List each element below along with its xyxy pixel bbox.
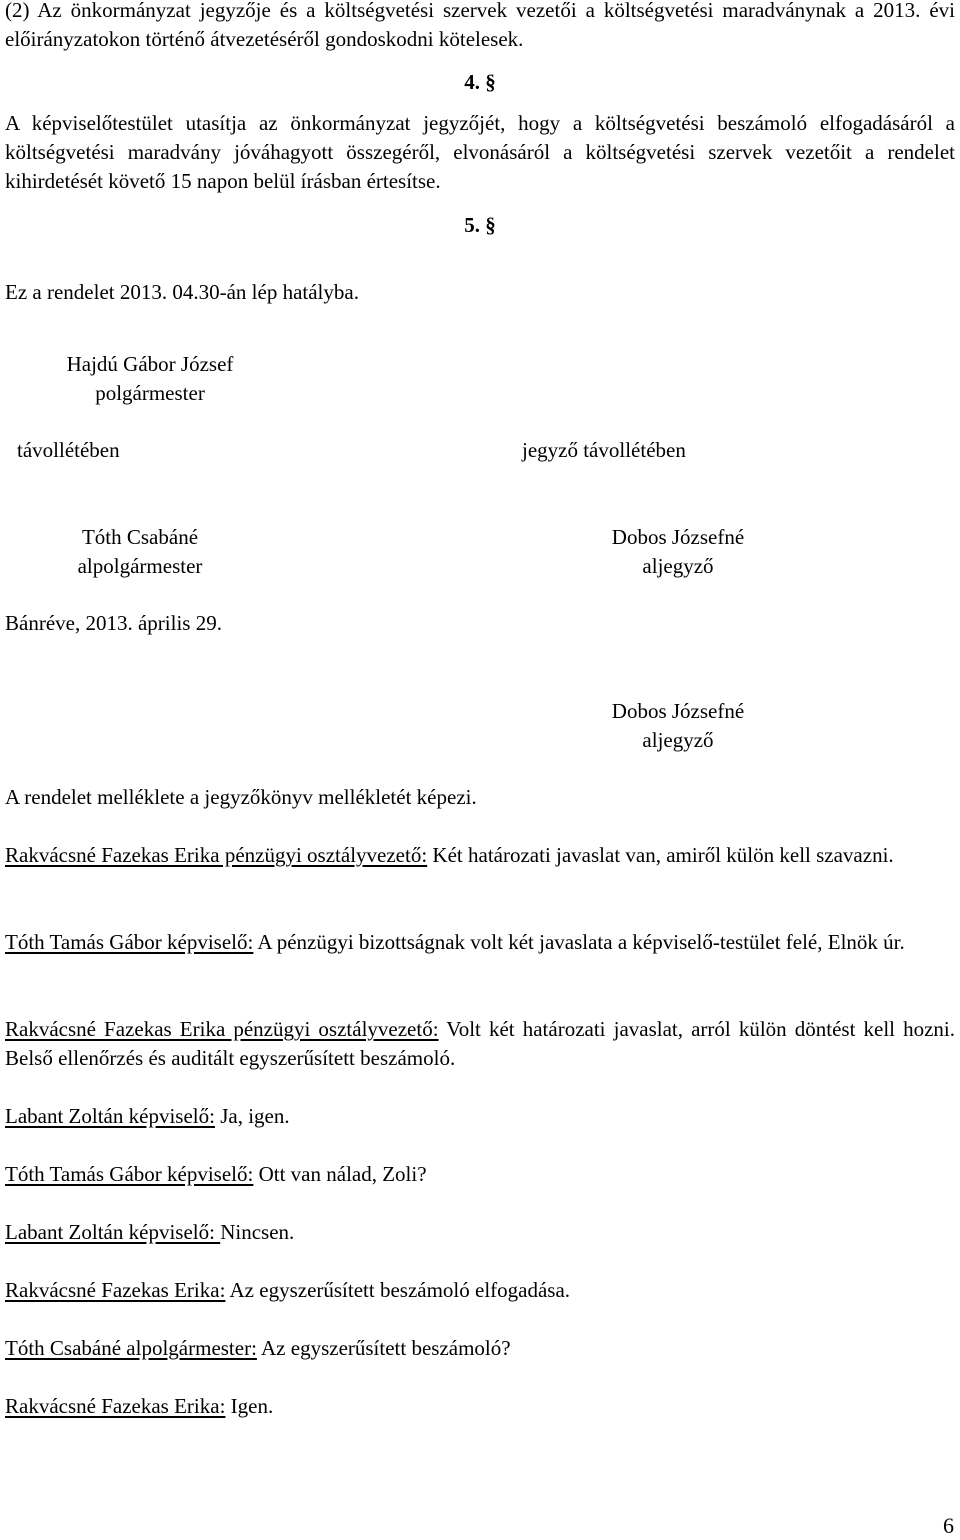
absence-left: távollétében <box>17 438 120 462</box>
speaker-name: Rakvácsné Fazekas Erika pénzügyi osztályvezető: <box>5 1017 439 1041</box>
dialogue-entry <box>5 841 955 870</box>
speaker-name: Tóth Tamás Gábor képviselő: <box>5 930 254 954</box>
place-date: Bánréve, 2013. április 29. <box>5 611 222 635</box>
dialogue-entry <box>5 1218 955 1247</box>
annex-note: A rendelet melléklete a jegyzőkönyv mellékletét képezi. <box>5 785 477 809</box>
deputy-mayor-name: Tóth Csabáné <box>81 525 199 549</box>
section-4-heading: 4. § <box>464 70 496 94</box>
section-5-text: Ez a rendelet 2013. 04.30-án lép hatályba. <box>5 280 359 304</box>
page-number: 6 <box>943 1513 954 1538</box>
dialogue-entry <box>5 1392 955 1421</box>
speech-text: Az egyszerűsített beszámoló elfogadása. <box>225 1278 571 1302</box>
deputy-mayor-title: alpolgármester <box>77 554 203 578</box>
dialogue-entry <box>5 1102 955 1131</box>
section-4-text: A képviselőtestület utasítja az önkormányzat jegyzőjét, hogy a költségvetési beszámoló elfogadásáról a költségvetési maradvány jóváhagyott összegéről, elvonásáról a költségvetési szervek vezetőit a rendelet kihirdetését követő 15 napon belül írásban értesítse. <box>5 111 955 193</box>
speech-text: Volt két határozati javaslat, arról külön döntést kell hozni. Belső ellenőrzés és auditált egyszerűsített beszámoló. <box>5 1017 955 1070</box>
section-5-heading: 5. § <box>464 213 496 237</box>
dialogue-entry <box>5 1015 955 1073</box>
speech-text: Az egyszerűsített beszámoló? <box>256 1336 511 1360</box>
dialogue-entry <box>5 1276 955 1305</box>
speech-text: Nincsen. <box>220 1220 295 1244</box>
mayor-title: polgármester <box>95 381 205 405</box>
paragraph-2: (2) Az önkormányzat jegyzője és a költségvetési szervek vezetői a költségvetési maradványnak a 2013. évi előirányzatokon történő átvezetéséről gondoskodni kötelesek. <box>5 0 955 51</box>
speaker-name: Rakvácsné Fazekas Erika pénzügyi osztályvezető: <box>5 843 428 867</box>
speech-text: Két határozati javaslat van, amiről külön kell szavazni. <box>427 843 894 867</box>
speaker-name: Labant Zoltán képviselő: <box>5 1104 215 1128</box>
speaker-name: Tóth Csabáné alpolgármester: <box>5 1336 257 1360</box>
deputy-notary-title: aljegyző <box>642 554 714 578</box>
second-notary-name: Dobos Józsefné <box>611 699 745 723</box>
speech-text: A pénzügyi bizottságnak volt két javaslata a képviselő-testület felé, Elnök úr. <box>253 930 905 954</box>
speaker-name: Rakvácsné Fazekas Erika: <box>5 1278 226 1302</box>
speech-text: Ja, igen. <box>214 1104 290 1128</box>
speaker-name: Rakvácsné Fazekas Erika: <box>5 1394 226 1418</box>
second-notary-title: aljegyző <box>642 728 714 752</box>
dialogue-entry <box>5 1160 955 1189</box>
dialogue-entry <box>5 1334 955 1363</box>
speaker-name: Labant Zoltán képviselő: <box>5 1220 221 1244</box>
dialogue-entry <box>5 928 955 957</box>
speech-text: Ott van nálad, Zoli? <box>253 1162 427 1186</box>
mayor-signature <box>20 350 280 408</box>
speaker-name: Tóth Tamás Gábor képviselő: <box>5 1162 254 1186</box>
deputy-notary-signature <box>548 523 808 581</box>
second-notary-signature <box>548 697 808 755</box>
speech-text: Igen. <box>225 1394 274 1418</box>
mayor-name: Hajdú Gábor József <box>66 352 234 376</box>
deputy-notary-name: Dobos Józsefné <box>611 525 745 549</box>
absence-right: jegyző távollétében <box>522 438 686 462</box>
deputy-mayor-signature <box>10 523 270 581</box>
